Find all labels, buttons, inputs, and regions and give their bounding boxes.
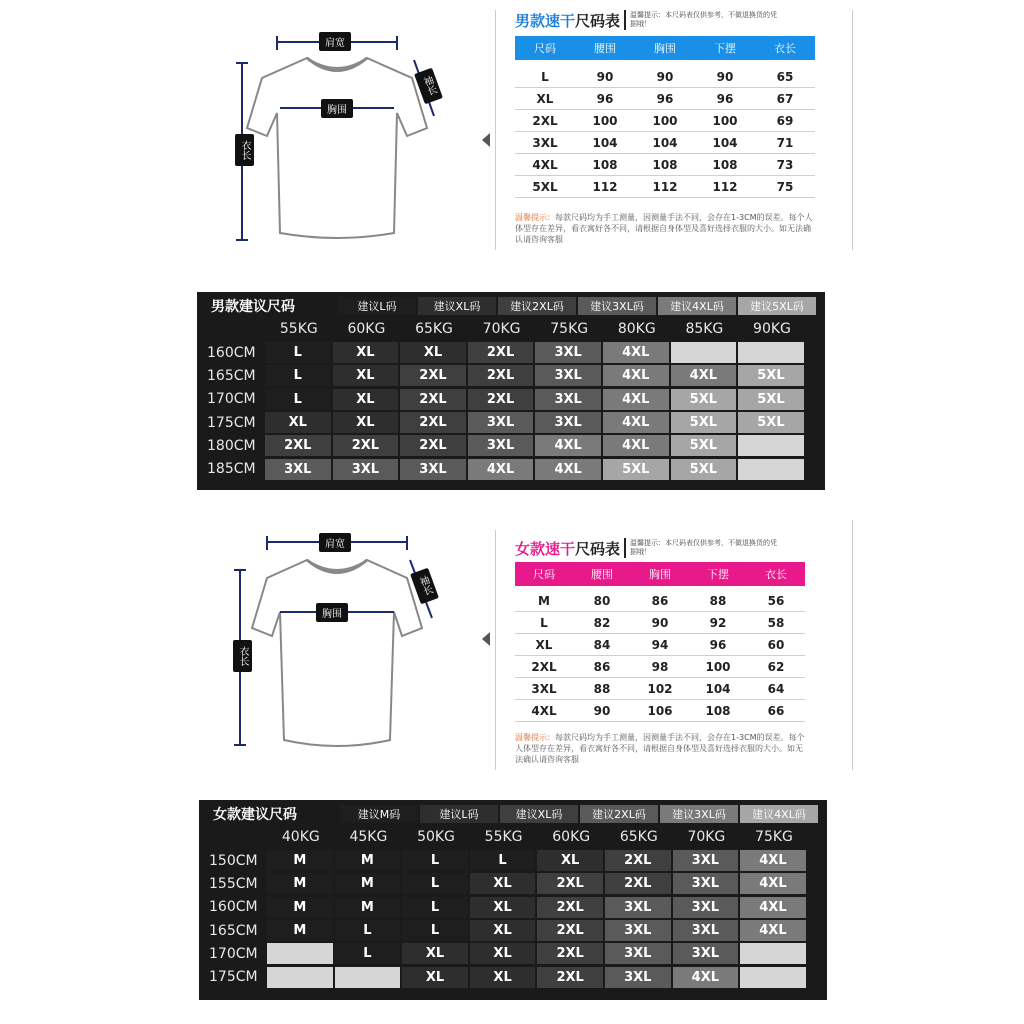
size-cell: 5XL <box>671 459 737 480</box>
size-cell: 4XL <box>603 365 669 386</box>
size-cell: M <box>335 873 401 894</box>
size-cell: L <box>265 342 331 363</box>
weight-header: 85KG <box>685 321 724 337</box>
legend-label: 建议M码 <box>340 805 418 823</box>
legend-label: 建议5XL码 <box>738 297 816 315</box>
size-cell: L <box>470 850 536 871</box>
table-cell: 2XL <box>532 113 558 128</box>
size-cell: XL <box>402 967 468 988</box>
table-cell: 112 <box>712 179 738 194</box>
length-label: 衣长 <box>235 134 254 166</box>
size-cell: L <box>402 850 468 871</box>
table-cell: 88 <box>709 593 727 608</box>
size-cell: M <box>267 873 333 894</box>
weight-header: 75KG <box>755 829 793 845</box>
grid-row <box>205 965 821 988</box>
table-cell: 84 <box>593 637 611 652</box>
table-row <box>515 88 815 110</box>
table-cell: XL <box>536 91 554 106</box>
table-cell: 108 <box>705 703 731 718</box>
men-shirt-diagram <box>222 28 452 258</box>
size-cell: 3XL <box>468 435 534 456</box>
size-cell: XL <box>470 967 536 988</box>
table-cell: 96 <box>716 91 734 106</box>
table-cell: XL <box>535 637 553 652</box>
weight-header: 45KG <box>349 829 388 845</box>
table-row <box>515 612 805 634</box>
weight-header: 70KG <box>687 829 726 845</box>
legend-label: 建议4XL码 <box>740 805 818 823</box>
chest-label: 胸围 <box>316 603 348 622</box>
table-cell: 112 <box>592 179 618 194</box>
grid-row <box>203 341 819 364</box>
size-cell: 4XL <box>603 342 669 363</box>
height-header: 165CM <box>209 922 258 939</box>
grid-title: 男款建议尺码 <box>211 299 295 315</box>
size-cell: 5XL <box>738 365 804 386</box>
table-cell: 4XL <box>532 157 558 172</box>
weight-header: 55KG <box>484 829 523 845</box>
table-cell: L <box>540 615 548 630</box>
size-cell <box>267 967 333 988</box>
table-cell: 104 <box>712 135 738 150</box>
grid-row <box>205 872 821 895</box>
table-row <box>515 634 805 656</box>
size-cell: 2XL <box>468 365 534 386</box>
size-cell: 4XL <box>535 435 601 456</box>
table-cell: M <box>538 593 550 608</box>
size-cell: L <box>335 920 401 941</box>
size-cell <box>740 943 806 964</box>
size-cell: 5XL <box>671 412 737 433</box>
size-cell: 4XL <box>740 897 806 918</box>
table-cell: 73 <box>776 157 794 172</box>
weight-header: 80KG <box>617 321 656 337</box>
table-cell: 86 <box>651 593 669 608</box>
grid-row <box>205 896 821 919</box>
table-row <box>515 590 805 612</box>
table-cell: 108 <box>592 157 618 172</box>
table-cell: 90 <box>593 703 611 718</box>
table-cell: 94 <box>651 637 669 652</box>
grid-row <box>205 942 821 965</box>
size-cell: 2XL <box>400 412 466 433</box>
legend-label: 建议4XL码 <box>658 297 736 315</box>
size-cell: 2XL <box>537 920 603 941</box>
size-cell: L <box>402 920 468 941</box>
size-cell: 2XL <box>468 342 534 363</box>
pointer-arrow-icon <box>482 632 490 646</box>
size-cell: 2XL <box>605 850 671 871</box>
weight-header: 60KG <box>347 321 386 337</box>
height-header: 170CM <box>209 945 258 962</box>
size-cell <box>738 435 804 456</box>
table-cell: 90 <box>596 69 614 84</box>
table-cell: 88 <box>593 681 611 696</box>
shoulder-label: 肩宽 <box>319 533 351 552</box>
size-cell: 3XL <box>605 943 671 964</box>
size-cell: XL <box>333 342 399 363</box>
size-cell: 4XL <box>468 459 534 480</box>
table-cell: 62 <box>767 659 785 674</box>
table-cell: 82 <box>593 615 611 630</box>
grid-row <box>203 411 819 434</box>
size-cell: 3XL <box>535 365 601 386</box>
size-cell: 5XL <box>738 412 804 433</box>
table-cell: 80 <box>593 593 611 608</box>
table-cell: 112 <box>652 179 678 194</box>
table-cell: 100 <box>652 113 678 128</box>
size-cell: 2XL <box>400 435 466 456</box>
table-cell: 108 <box>712 157 738 172</box>
size-cell: 3XL <box>265 459 331 480</box>
size-cell: 4XL <box>603 435 669 456</box>
table-cell: 90 <box>651 615 669 630</box>
table-cell: 100 <box>592 113 618 128</box>
grid-row <box>203 364 819 387</box>
divider <box>852 10 853 250</box>
height-header: 175CM <box>209 969 258 986</box>
table-row <box>515 700 805 722</box>
size-cell: XL <box>265 412 331 433</box>
size-cell: XL <box>470 873 536 894</box>
size-cell: 3XL <box>673 897 739 918</box>
table-row <box>515 66 815 88</box>
table-row <box>515 176 815 198</box>
grid-row <box>203 388 819 411</box>
table-cell: 90 <box>656 69 674 84</box>
table-note: 温馨提示：本尺码表仅供参考，不做退换货的凭据哦！ <box>630 11 778 28</box>
size-cell: 2XL <box>537 967 603 988</box>
size-cell: 4XL <box>671 365 737 386</box>
table-cell: 66 <box>767 703 785 718</box>
table-cell: 92 <box>709 615 727 630</box>
size-cell: M <box>267 850 333 871</box>
size-cell: 5XL <box>671 389 737 410</box>
size-cell: 2XL <box>333 435 399 456</box>
size-cell: 3XL <box>673 873 739 894</box>
weight-header: 70KG <box>482 321 521 337</box>
table-row <box>515 132 815 154</box>
men-size-table <box>515 4 815 245</box>
size-cell: 3XL <box>673 920 739 941</box>
size-cell: 3XL <box>605 897 671 918</box>
table-cell: 98 <box>651 659 669 674</box>
size-cell: 4XL <box>603 412 669 433</box>
size-cell <box>740 967 806 988</box>
table-cell: 96 <box>656 91 674 106</box>
shirt-outline-icon <box>222 530 452 760</box>
size-cell <box>671 342 737 363</box>
size-cell: 2XL <box>605 873 671 894</box>
table-cell: 64 <box>767 681 785 696</box>
legend-label: 建议L码 <box>420 805 498 823</box>
legend-label: 建议XL码 <box>418 297 496 315</box>
table-cell: 102 <box>647 681 673 696</box>
size-cell: 4XL <box>535 459 601 480</box>
grid-row <box>205 849 821 872</box>
size-cell: 3XL <box>673 943 739 964</box>
table-cell: 69 <box>776 113 794 128</box>
table-row <box>515 656 805 678</box>
size-cell: M <box>335 897 401 918</box>
weight-header: 40KG <box>281 829 320 845</box>
grid-row <box>203 457 819 480</box>
table-cell: 106 <box>647 703 673 718</box>
table-cell: 90 <box>716 69 734 84</box>
size-cell: 3XL <box>673 850 739 871</box>
weight-header: 65KG <box>619 829 658 845</box>
weight-header: 65KG <box>415 321 453 337</box>
height-header: 180CM <box>207 437 256 454</box>
table-cell: 71 <box>776 135 794 150</box>
table-cell: 96 <box>596 91 614 106</box>
table-cell: 3XL <box>532 135 558 150</box>
size-cell: 4XL <box>603 389 669 410</box>
size-cell <box>738 342 804 363</box>
shoulder-label: 肩宽 <box>319 32 351 51</box>
height-header: 170CM <box>207 391 256 408</box>
size-cell: 5XL <box>738 389 804 410</box>
size-cell: 3XL <box>333 459 399 480</box>
table-header: 尺码 腰围 胸围 下摆 衣长 <box>515 36 815 60</box>
table-cell: 100 <box>705 659 731 674</box>
size-cell: 3XL <box>468 412 534 433</box>
size-cell: 2XL <box>468 389 534 410</box>
legend-label: 建议3XL码 <box>660 805 738 823</box>
size-cell: 4XL <box>740 850 806 871</box>
size-cell: XL <box>333 389 399 410</box>
size-cell: 4XL <box>740 920 806 941</box>
sleeve-label: 袖长 <box>410 568 439 605</box>
size-cell <box>738 459 804 480</box>
women-size-table <box>515 534 805 765</box>
size-cell: 2XL <box>400 365 466 386</box>
size-cell <box>335 967 401 988</box>
table-cell: 67 <box>776 91 794 106</box>
table-note: 温馨提示：本尺码表仅供参考，不做退换货的凭据哦！ <box>630 539 778 556</box>
table-title: 尺码表 <box>575 539 621 558</box>
size-cell: M <box>267 897 333 918</box>
table-cell: 5XL <box>532 179 558 194</box>
size-cell: 2XL <box>400 389 466 410</box>
legend-label: 建议2XL码 <box>580 805 658 823</box>
size-cell: XL <box>470 897 536 918</box>
size-cell: XL <box>333 365 399 386</box>
table-cell: 104 <box>652 135 678 150</box>
table-cell: 100 <box>712 113 738 128</box>
size-cell: 3XL <box>535 342 601 363</box>
legend-label: 建议L码 <box>338 297 416 315</box>
table-cell: 58 <box>767 615 785 630</box>
legend-label: 建议2XL码 <box>498 297 576 315</box>
legend-label: 建议3XL码 <box>578 297 656 315</box>
size-cell: M <box>335 850 401 871</box>
size-cell: L <box>402 873 468 894</box>
height-header: 165CM <box>207 367 256 384</box>
divider <box>852 520 853 770</box>
height-header: 160CM <box>207 344 256 361</box>
height-header: 150CM <box>209 852 258 869</box>
size-cell: L <box>265 389 331 410</box>
table-cell: 104 <box>705 681 731 696</box>
weight-header: 55KG <box>279 321 318 337</box>
table-cell: 75 <box>776 179 794 194</box>
length-label: 衣长 <box>233 640 252 672</box>
size-cell: M <box>267 920 333 941</box>
legend-label: 建议XL码 <box>500 805 578 823</box>
table-cell: 108 <box>652 157 678 172</box>
grid-row <box>203 434 819 457</box>
table-cell: 2XL <box>531 659 557 674</box>
men-recommend-grid <box>197 292 825 490</box>
sleeve-label: 袖长 <box>414 68 443 105</box>
chest-label: 胸围 <box>321 99 353 118</box>
height-header: 155CM <box>209 875 258 892</box>
grid-row <box>205 919 821 942</box>
size-cell: 3XL <box>605 967 671 988</box>
size-cell: 3XL <box>605 920 671 941</box>
table-cell: 96 <box>709 637 727 652</box>
table-row <box>515 678 805 700</box>
table-cell: 104 <box>592 135 618 150</box>
divider <box>495 530 496 770</box>
table-cell: 56 <box>767 593 785 608</box>
height-header: 175CM <box>207 414 256 431</box>
size-cell: XL <box>402 943 468 964</box>
size-cell: 4XL <box>740 873 806 894</box>
table-row <box>515 154 815 176</box>
table-footnote: 温馨提示：每款尺码均为手工测量，因测量手法不同，会存在1-3CM的误差。每个人体型存在差异，看衣寓好各不同，请根据自身体型及喜好选择衣服的大小。如无法确认请咨询客服 <box>515 213 813 244</box>
divider <box>495 10 496 250</box>
height-header: 185CM <box>207 461 256 478</box>
weight-header: 75KG <box>550 321 589 337</box>
size-cell: XL <box>470 943 536 964</box>
size-cell: 5XL <box>603 459 669 480</box>
table-cell: 3XL <box>531 681 557 696</box>
size-cell: 3XL <box>535 412 601 433</box>
table-cell: 65 <box>776 69 794 84</box>
size-cell: 4XL <box>673 967 739 988</box>
women-shirt-diagram <box>222 530 452 760</box>
table-cell: L <box>541 69 549 84</box>
size-cell: XL <box>333 412 399 433</box>
size-cell <box>267 943 333 964</box>
size-cell: XL <box>537 850 603 871</box>
size-cell: XL <box>470 920 536 941</box>
shirt-outline-icon <box>222 28 452 258</box>
table-cell: 86 <box>593 659 611 674</box>
table-cell: 60 <box>767 637 785 652</box>
weight-header: 90KG <box>753 321 791 337</box>
pointer-arrow-icon <box>482 133 490 147</box>
size-cell: L <box>335 943 401 964</box>
size-cell: 2XL <box>537 897 603 918</box>
size-cell: XL <box>400 342 466 363</box>
table-title: 尺码表 <box>575 11 621 30</box>
size-cell: L <box>265 365 331 386</box>
women-recommend-grid <box>199 800 827 1000</box>
size-cell: 2XL <box>537 873 603 894</box>
table-row <box>515 110 815 132</box>
size-cell: 2XL <box>265 435 331 456</box>
weight-header: 50KG <box>417 829 455 845</box>
table-footnote: 温馨提示：每款尺码均为手工测量，因测量手法不同，会存在1-3CM的误差。每个人体型存在差异，看衣寓好各不同，请根据自身体型及喜好选择衣服的大小。如无法确认请咨询客服 <box>515 733 805 764</box>
size-cell: 2XL <box>537 943 603 964</box>
size-cell: 3XL <box>400 459 466 480</box>
size-cell: 5XL <box>671 435 737 456</box>
size-cell: 3XL <box>535 389 601 410</box>
grid-title: 女款建议尺码 <box>213 807 297 823</box>
weight-header: 60KG <box>552 829 591 845</box>
table-title-accent: 女款速干 <box>515 539 576 558</box>
size-cell: L <box>402 897 468 918</box>
height-header: 160CM <box>209 899 258 916</box>
table-header: 尺码 腰围 胸围 下摆 衣长 <box>515 562 805 586</box>
table-cell: 4XL <box>531 703 557 718</box>
table-title-accent: 男款速干 <box>515 11 576 30</box>
